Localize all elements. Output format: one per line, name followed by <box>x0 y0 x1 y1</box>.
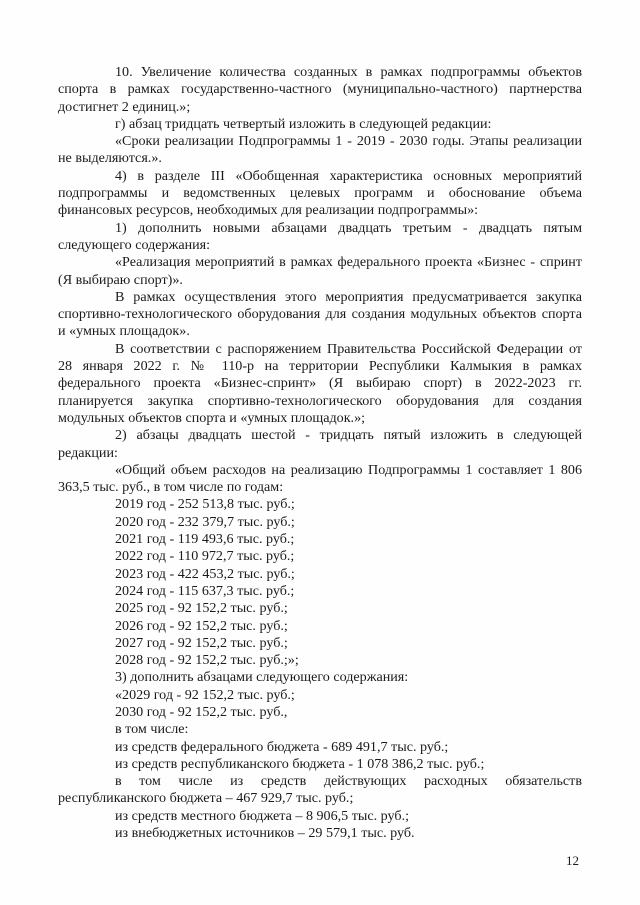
paragraph: 1) дополнить новыми абзацами двадцать третьим - двадцать пятым следующего содержания: <box>58 219 582 253</box>
paragraph: в том числе: <box>115 721 189 738</box>
paragraph: 2022 год - 110 972,7 тыс. руб.; <box>115 548 295 565</box>
paragraph: 2024 год - 115 637,3 тыс. руб.; <box>115 582 295 599</box>
paragraph: 2025 год - 92 152,2 тыс. руб.; <box>115 600 288 617</box>
paragraph: В рамках осуществления этого мероприятия предусматривается закупка спортивно-технологического оборудования для создания модульных объектов спорта и «умных площадок». <box>58 288 582 340</box>
paragraph: из средств республиканского бюджета - 1 078 386,2 тыс. руб.; <box>115 755 485 772</box>
paragraph: «Реализация мероприятий в рамках федерального проекта «Бизнес - спринт (Я выбираю спорт)». <box>58 254 582 288</box>
paragraph: из средств местного бюджета – 8 906,5 тыс. руб.; <box>115 807 410 824</box>
paragraph: 10. Увеличение количества созданных в рамках подпрограммы объектов спорта в рамках государственно-частного (муниципально-частного) партнерства достигнет 2 единиц.»; <box>58 64 582 115</box>
paragraph: «Общий объем расходов на реализацию Подпрограммы 1 составляет 1 806 363,5 тыс. руб., в том числе по годам: <box>58 461 582 496</box>
paragraph: 2027 год - 92 152,2 тыс. руб.; <box>115 634 288 651</box>
paragraph: г) абзац тридцать четвертый изложить в следующей редакции: <box>115 115 492 132</box>
paragraph: из внебюджетных источников – 29 579,1 тыс. руб. <box>115 825 415 842</box>
page-number: 12 <box>566 853 579 868</box>
paragraph: 2021 год - 119 493,6 тыс. руб.; <box>115 531 295 548</box>
paragraph: 2026 год - 92 152,2 тыс. руб.; <box>115 617 288 634</box>
paragraph: 3) дополнить абзацами следующего содержания: <box>115 669 409 686</box>
paragraph: 2020 год - 232 379,7 тыс. руб.; <box>115 513 295 530</box>
document-body <box>58 64 582 842</box>
paragraph: в том числе из средств действующих расходных обязательств республиканского бюджета – 467 929,7 тыс. руб.; <box>58 773 582 807</box>
paragraph: «Сроки реализации Подпрограммы 1 - 2019 - 2030 годы. Этапы реализации не выделяются.». <box>58 133 582 167</box>
paragraph: «2029 год - 92 152,2 тыс. руб.; <box>115 686 295 703</box>
paragraph: В соответствии с распоряжением Правительства Российской Федерации от 28 января 2022 г. № 110-р на территории Республики Калмыкия в рамках федерального проекта «Бизнес-спринт» (Я выбираю спорт) в 2022-2023 гг. планируется закупка спортивно-технологического оборудования для создания модульных объектов спорта и «умных площадок.»; <box>58 340 582 426</box>
paragraph: 2) абзацы двадцать шестой - тридцать пятый изложить в следующей редакции: <box>58 427 582 461</box>
paragraph: 2019 год - 252 513,8 тыс. руб.; <box>115 496 295 513</box>
paragraph: 2023 год - 422 453,2 тыс. руб.; <box>115 565 295 582</box>
paragraph: 4) в разделе III «Обобщенная характеристика основных мероприятий подпрограммы и ведомственных целевых программ и обоснование объема финансовых ресурсов, необходимых для реализации подпрограммы»: <box>58 167 582 219</box>
paragraph: 2030 год - 92 152,2 тыс. руб., <box>115 703 288 720</box>
paragraph: 2028 год - 92 152,2 тыс. руб.;»; <box>115 652 299 669</box>
paragraph: из средств федерального бюджета - 689 491,7 тыс. руб.; <box>115 738 449 755</box>
